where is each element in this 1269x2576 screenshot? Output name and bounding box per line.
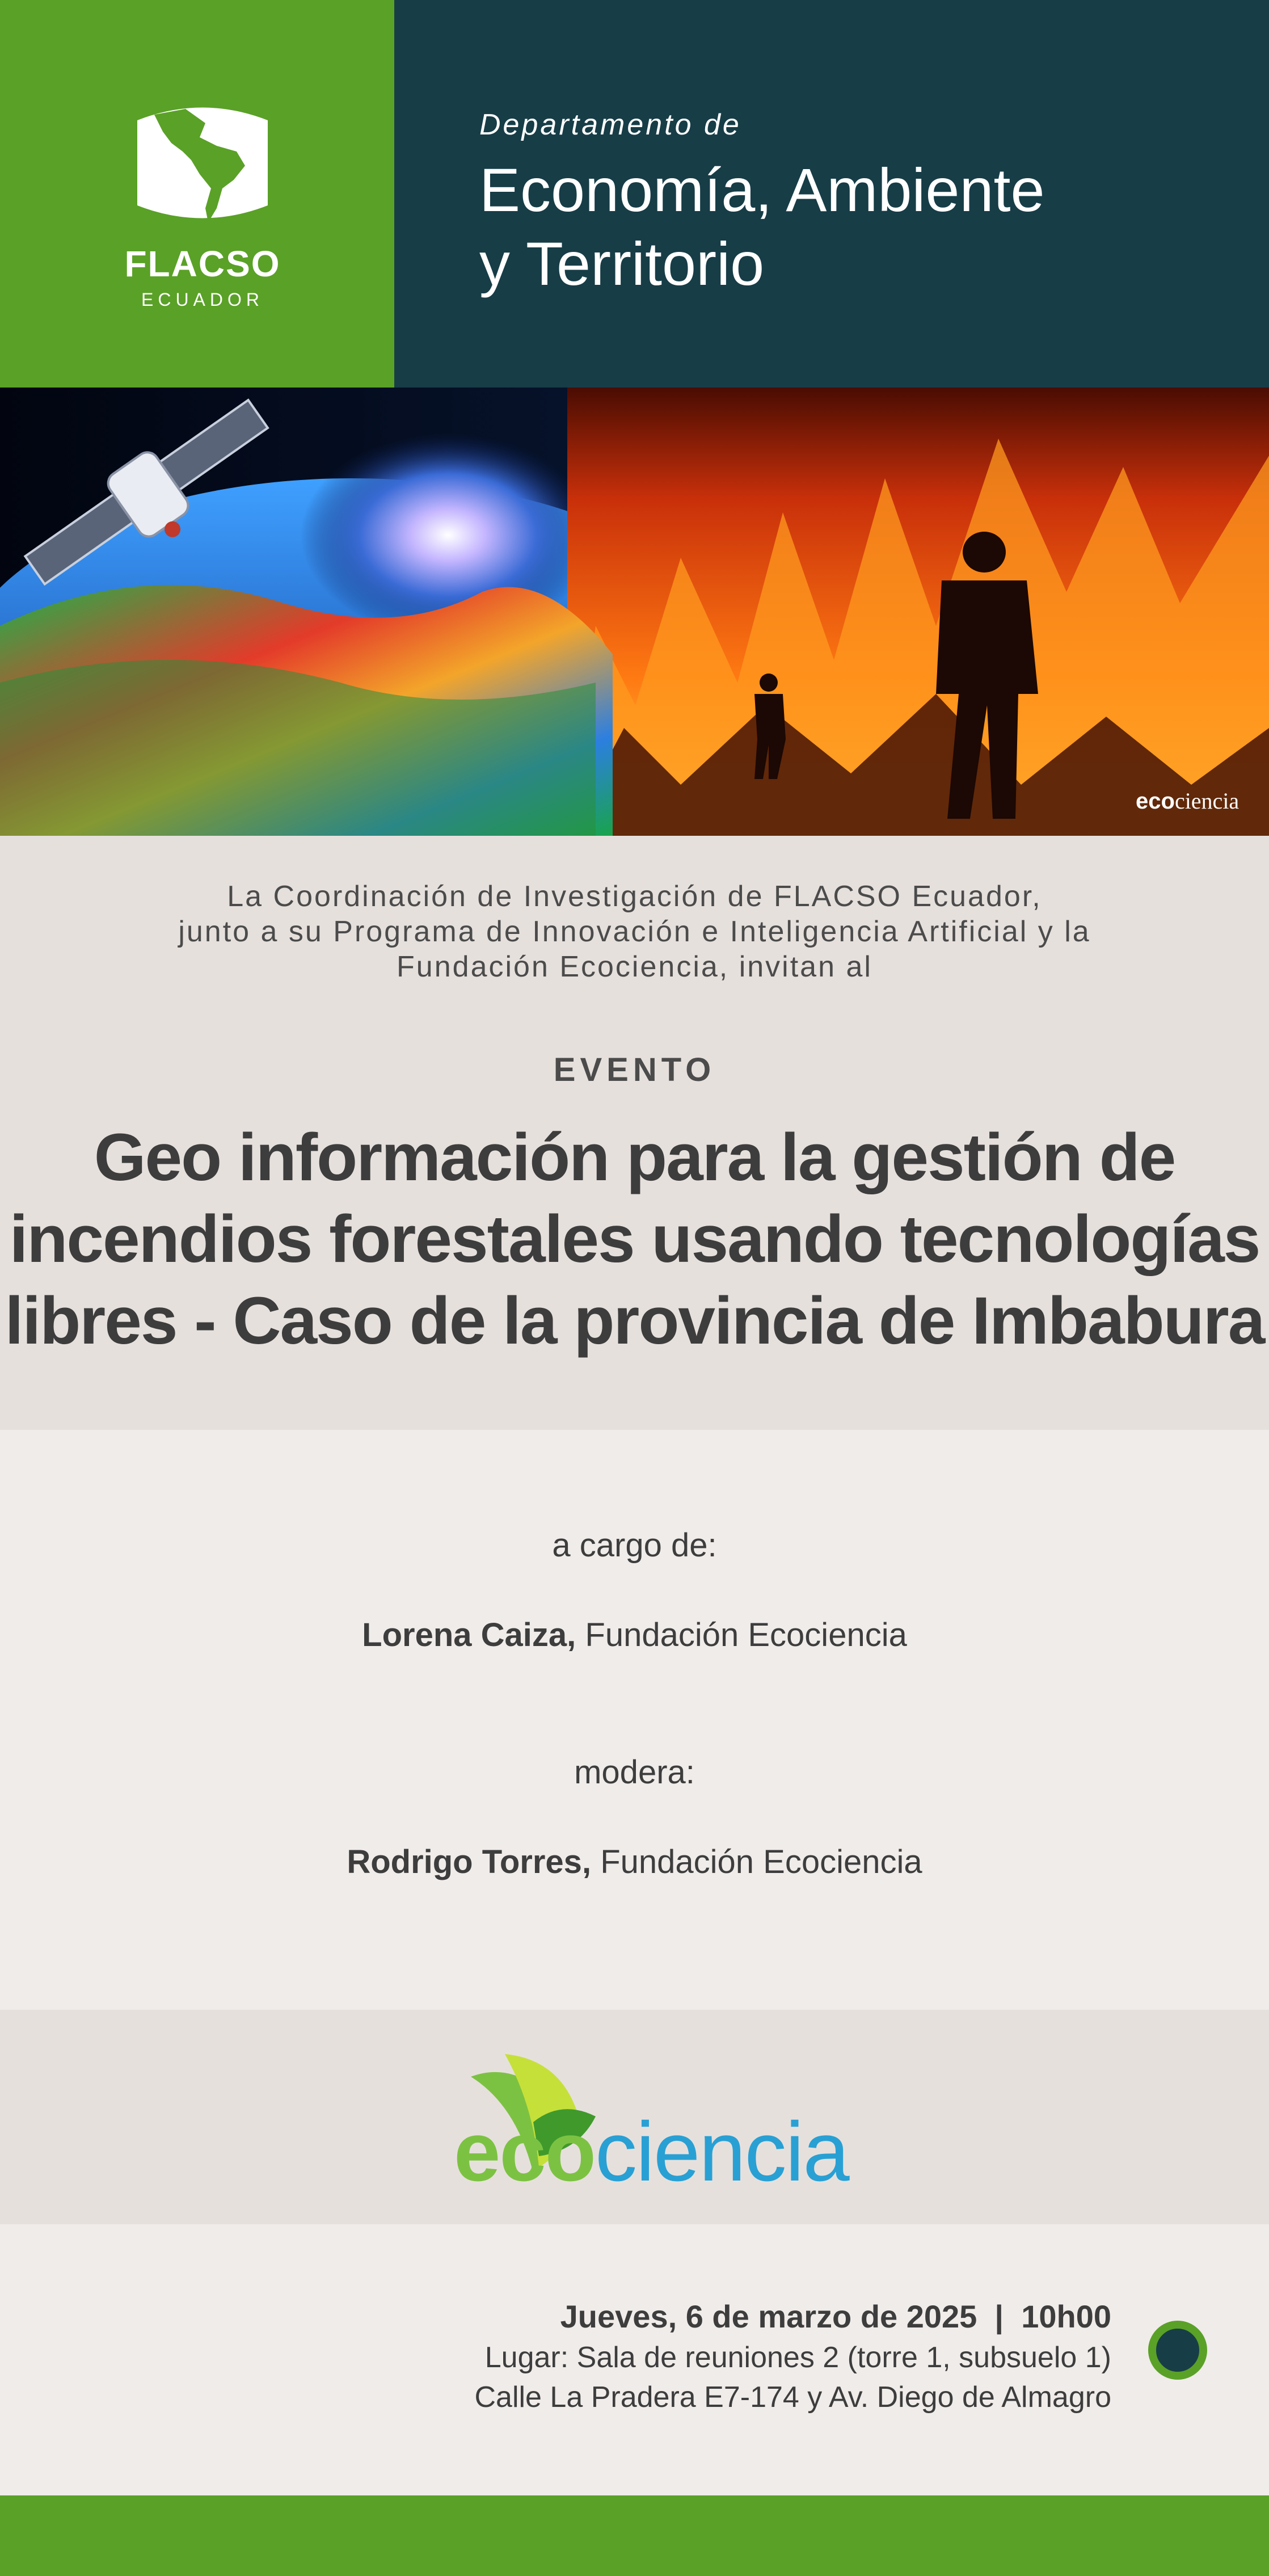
event-place: Lugar: Sala de reuniones 2 (torre 1, subsuelo 1)	[484, 2341, 1111, 2374]
event-title-line-1: Geo información para la gestión de	[94, 1120, 1175, 1195]
presenter-label: a cargo de:	[552, 1527, 717, 1564]
flacso-logo-subtext: ECUADOR	[141, 289, 264, 310]
partner-logo-part2: ciencia	[595, 2105, 849, 2199]
presenter	[0, 1616, 1269, 1654]
location-dot-icon	[1148, 2321, 1207, 2380]
footer-green-bar	[0, 2495, 1269, 2576]
event-title-line-2: incendios forestales usando tecnologías	[9, 1202, 1260, 1277]
hero-credit-rest: ciencia	[1174, 788, 1240, 814]
intro-line-2: junto a su Programa de Innovación e Inteligencia Artificial y la	[178, 915, 1091, 948]
presenter-name: Lorena Caiza,	[362, 1617, 576, 1653]
intro-line-3: Fundación Ecociencia, invitan al	[397, 950, 872, 983]
partner-logo-text	[454, 2104, 849, 2200]
department-name-line1: Economía, Ambiente	[479, 155, 1045, 224]
event-date-time: Jueves, 6 de marzo de 2025 | 10h00	[560, 2299, 1111, 2334]
flacso-logo-text: FLACSO	[124, 243, 281, 284]
department-name-line2: y Territorio	[479, 229, 765, 298]
moderator-label: modera:	[574, 1754, 695, 1791]
hero-credit-bold: eco	[1136, 789, 1175, 814]
event-title-line-3: libres - Caso de la provincia de Imbabura	[5, 1283, 1264, 1358]
hero-image	[0, 388, 1269, 836]
intro-line-1: La Coordinación de Investigación de FLACSO Ecuador,	[227, 880, 1042, 913]
event-label: EVENTO	[553, 1051, 716, 1088]
event-address: Calle La Pradera E7-174 y Av. Diego de Almagro	[474, 2381, 1111, 2414]
moderator-name: Rodrigo Torres,	[347, 1843, 592, 1880]
partner-logo-part1: eco	[454, 2105, 596, 2199]
presenter-org: Fundación Ecociencia	[585, 1617, 907, 1653]
speakers-band	[0, 1430, 1269, 2010]
moderator	[0, 1843, 1269, 1881]
department-label: Departamento de	[479, 108, 741, 141]
flacso-map-logo-icon	[132, 98, 273, 228]
moderator-org: Fundación Ecociencia	[600, 1843, 922, 1880]
hero-image-credit	[1136, 788, 1239, 814]
